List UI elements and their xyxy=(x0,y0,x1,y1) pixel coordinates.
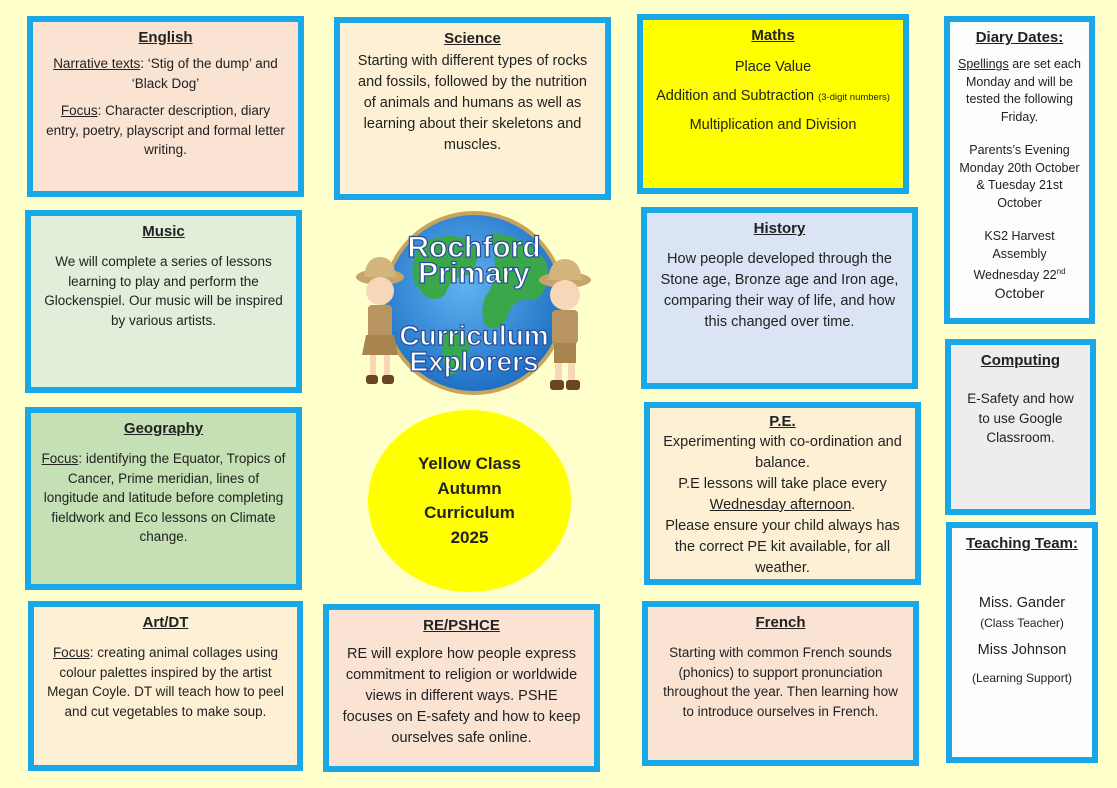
maths-title: Maths xyxy=(751,27,795,44)
geography-focus-label: Focus xyxy=(41,451,79,466)
english-narrative-label: Narrative texts xyxy=(53,56,141,71)
pe-line2-day: Wednesday afternoon xyxy=(709,497,852,513)
pe-line2-post: . xyxy=(851,497,856,513)
class-title-line3: Curriculum xyxy=(424,503,515,522)
history-title: History xyxy=(753,220,806,237)
geography-box xyxy=(25,407,302,590)
diary-spellings-text: are set each Monday and will be tested the following Friday. xyxy=(965,57,1081,124)
teaching-team-box xyxy=(946,522,1098,763)
science-title: Science xyxy=(444,30,501,47)
teacher1-role: (Class Teacher) xyxy=(980,615,1064,630)
diary-title: Diary Dates: xyxy=(975,29,1064,46)
geography-focus-text: : identifying the Equator, Tropics of Cancer, Prime meridian, lines of longitude and latitude before completing fieldwork and Eco lessons on Climate change. xyxy=(43,451,286,544)
diary-harvest-month: October xyxy=(994,284,1045,301)
logo-line2: Primary xyxy=(418,257,530,290)
teacher2-role: (Learning Support) xyxy=(971,670,1073,685)
artdt-title: Art/DT xyxy=(142,614,189,631)
artdt-focus xyxy=(44,643,287,721)
french-box xyxy=(642,601,919,766)
globe-illustration xyxy=(350,205,595,400)
class-title-line4: 2025 xyxy=(450,527,489,547)
teacher2-name: Miss Johnson xyxy=(977,642,1067,658)
logo-line4: Explorers xyxy=(409,346,539,377)
geography-focus xyxy=(41,449,286,547)
diary-spellings xyxy=(958,56,1081,126)
diary-harvest-line: KS2 Harvest Assembly Wednesday 22 xyxy=(973,229,1057,283)
computing-title: Computing xyxy=(980,352,1061,369)
diary-spellings-label: Spellings xyxy=(958,57,1009,71)
maths-line1: Place Value xyxy=(734,59,812,75)
english-focus xyxy=(43,101,288,160)
logo-line3: Curriculum xyxy=(399,320,549,351)
maths-line2-note: (3-digit numbers) xyxy=(818,91,890,103)
computing-text: E-Safety and how to use Google Classroom. xyxy=(967,391,1074,445)
pe-box xyxy=(644,402,921,585)
french-title: French xyxy=(755,614,806,631)
pe-title: P.E. xyxy=(769,413,796,430)
maths-line3: Multiplication and Division xyxy=(689,116,857,133)
music-box xyxy=(25,210,302,393)
english-focus-text: : Character description, diary entry, poetry, playscript and formal letter writing. xyxy=(46,103,285,157)
english-narrative-text: : ‘Stig of the dump’ and ‘Black Dog’ xyxy=(131,56,278,91)
re-pshce-text: RE will explore how people express commitment to religion or worldwide views in different ways. PSHE focuses on E-safety and how to keep ourselves safe online. xyxy=(342,646,581,746)
school-logo xyxy=(350,205,595,400)
artdt-focus-label: Focus xyxy=(52,645,90,660)
french-text: Starting with common French sounds (phonics) to support pronunciation throughout the year. Then learning how to introduce ourselves in French. xyxy=(663,645,898,719)
teacher1-name: Miss. Gander xyxy=(978,595,1066,611)
pe-line2 xyxy=(660,474,905,516)
maths-line2-text: Addition and Subtraction xyxy=(656,87,815,104)
diary-harvest xyxy=(958,228,1081,303)
science-box xyxy=(334,17,611,200)
history-text: How people developed through the Stone age, Bronze age and Iron age, comparing their way of life, and how this changed over time. xyxy=(660,251,899,330)
class-title-line2: Autumn xyxy=(437,478,502,498)
computing-box xyxy=(945,339,1096,515)
pe-line1: Experimenting with co-ordination and balance. xyxy=(663,434,902,471)
class-title-line1: Yellow Class xyxy=(418,454,521,473)
artdt-box xyxy=(28,601,303,771)
re-pshce-title: RE/PSHCE xyxy=(423,617,500,634)
english-narrative xyxy=(43,54,288,93)
diary-box xyxy=(944,16,1095,324)
english-focus-label: Focus xyxy=(60,103,98,118)
science-text: Starting with different types of rocks and fossils, followed by the nutrition of animals and humans as well as learning about their skeletons and muscles. xyxy=(357,53,588,153)
geography-title: Geography xyxy=(123,420,204,437)
history-box xyxy=(641,207,918,389)
english-box xyxy=(27,16,304,197)
pe-line3: Please ensure your child always has the correct PE kit available, for all weather. xyxy=(665,518,900,576)
maths-box xyxy=(637,14,909,194)
logo-line1: Rochford xyxy=(407,231,541,264)
music-title: Music xyxy=(142,223,185,240)
re-pshce-box xyxy=(323,604,600,772)
maths-line2 xyxy=(653,88,893,106)
music-text: We will complete a series of lessons learning to play and perform the Glockenspiel. Our music will be inspired by various artists. xyxy=(44,254,283,328)
pe-line2-pre: P.E lessons will take place every xyxy=(678,476,887,492)
english-title: English xyxy=(138,29,193,46)
teaching-team-title: Teaching Team: xyxy=(966,535,1078,552)
diary-parents-evening: Parents’s Evening Monday 20th October & Tuesday 21st October xyxy=(959,143,1080,210)
diary-harvest-sup: nd xyxy=(1056,267,1066,276)
artdt-focus-text: : creating animal collages using colour palettes inspired by the artist Megan Coyle. DT will teach how to peel and cut vegetables to make soup. xyxy=(47,645,284,719)
class-title-oval xyxy=(368,410,571,592)
